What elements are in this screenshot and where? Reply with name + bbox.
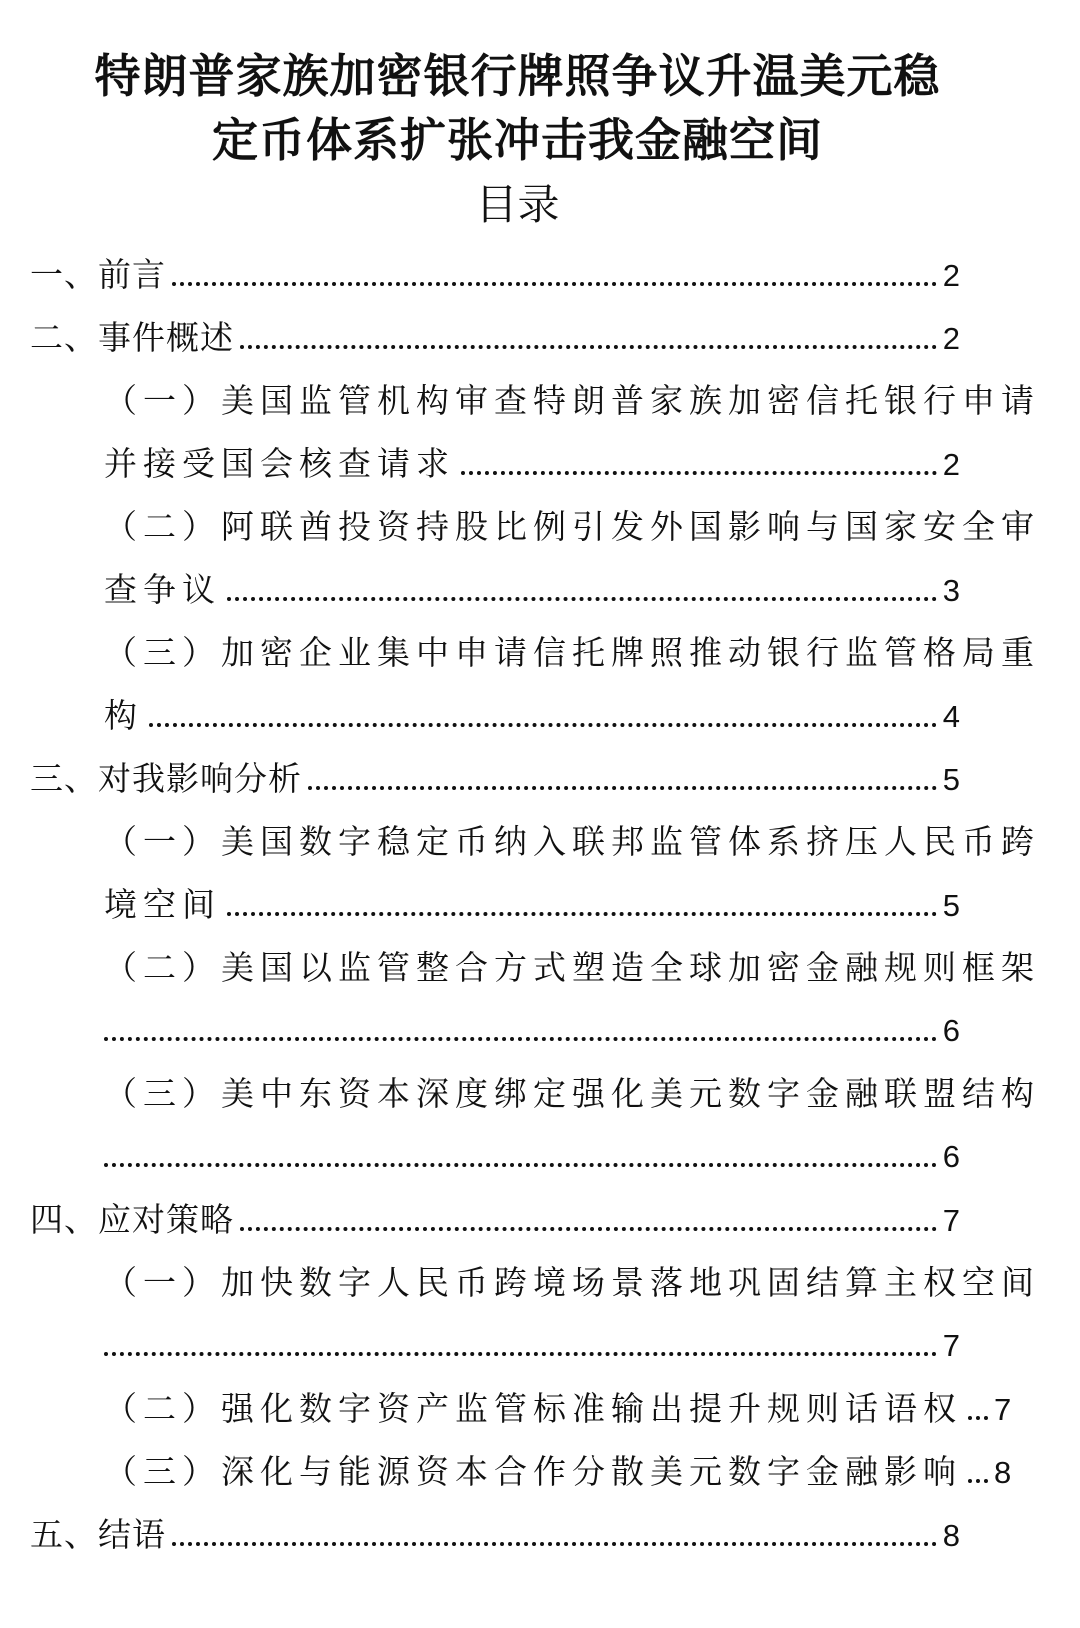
toc-leader-dots (240, 1227, 937, 1231)
toc-entry-text: 并接受国会核查请求 (104, 444, 455, 483)
toc-entry-text: （一）加快数字人民币跨境场景落地巩固结算主权空间 (104, 1263, 1040, 1302)
toc-page-number: 8 (942, 1518, 960, 1553)
toc-entry-3-1-line-1[interactable] (104, 819, 1040, 865)
toc-page-number: 6 (942, 1013, 960, 1048)
toc-leader-dots (104, 1037, 937, 1041)
toc-leader-dots (149, 723, 937, 727)
toc-entry-text: 构 (104, 696, 143, 735)
toc-entry-text: 五、结语 (30, 1515, 166, 1554)
toc-entry-4-2[interactable] (104, 1386, 1012, 1432)
toc-leader-dots (308, 786, 937, 790)
toc-entry-text: 境空间 (104, 885, 221, 924)
toc-entry-2-1-line-1[interactable] (104, 378, 1040, 424)
toc-entry-text: （二）强化数字资产监管标准输出提升规则话语权 (104, 1389, 962, 1428)
toc-leader-dots (968, 1416, 988, 1420)
toc-leader-dots (227, 912, 937, 916)
toc-leader-dots (968, 1479, 988, 1483)
toc-entry-text: 三、对我影响分析 (30, 759, 302, 798)
toc-page-number: 2 (942, 447, 960, 482)
toc-entry-text: （三）深化与能源资本合作分散美元数字金融影响 (104, 1452, 962, 1491)
toc-entry-preface[interactable] (30, 252, 960, 298)
toc-entry-3-2-line-2[interactable] (104, 1008, 960, 1054)
toc-entry-text: （二）美国以监管整合方式塑造全球加密金融规则框架 (104, 948, 1040, 987)
toc-leader-dots (227, 597, 937, 601)
toc-leader-dots (172, 282, 937, 286)
toc-leader-dots (104, 1352, 937, 1356)
toc-leader-dots (461, 471, 937, 475)
toc-leader-dots (240, 345, 937, 349)
toc-entry-3-1-line-2[interactable] (104, 882, 960, 928)
toc-entry-strategy[interactable] (30, 1197, 960, 1243)
toc-page-number: 5 (942, 762, 960, 797)
toc-entry-2-3-line-1[interactable] (104, 630, 1040, 676)
toc-page-number: 2 (942, 258, 960, 293)
toc-heading: 目录 (475, 180, 560, 229)
document-title-line-2: 定币体系扩张冲击我金融空间 (212, 113, 823, 167)
toc-entry-text: 四、应对策略 (30, 1200, 234, 1239)
toc-entry-impact-analysis[interactable] (30, 756, 960, 802)
toc-entry-text: 二、事件概述 (30, 318, 234, 357)
toc-entry-2-2-line-1[interactable] (104, 504, 1040, 550)
toc-entry-4-1-line-1[interactable] (104, 1260, 1040, 1306)
toc-page-number: 6 (942, 1139, 960, 1174)
toc-entry-text: （三）美中东资本深度绑定强化美元数字金融联盟结构 (104, 1074, 1040, 1113)
document-title-line-1: 特朗普家族加密银行牌照争议升温美元稳 (94, 49, 941, 103)
toc-page-number: 7 (942, 1328, 960, 1363)
toc-entry-3-2-line-1[interactable] (104, 945, 1040, 991)
toc-entry-text: （一）美国监管机构审查特朗普家族加密信托银行申请 (104, 381, 1040, 420)
toc-page-number: 5 (942, 888, 960, 923)
toc-entry-text: 查争议 (104, 570, 221, 609)
toc-leader-dots (172, 1542, 937, 1546)
toc-entry-text: （三）加密企业集中申请信托牌照推动银行监管格局重 (104, 633, 1040, 672)
toc-page-number: 4 (942, 699, 960, 734)
toc-entry-3-3-line-2[interactable] (104, 1134, 960, 1180)
toc-entry-event-overview[interactable] (30, 315, 960, 361)
toc-leader-dots (104, 1163, 937, 1167)
toc-page-number: 3 (942, 573, 960, 608)
toc-entry-text: 一、前言 (30, 255, 166, 294)
toc-page-number: 7 (994, 1392, 1012, 1427)
toc-entry-2-3-line-2[interactable] (104, 693, 960, 739)
toc-page-number: 2 (942, 321, 960, 356)
toc-page-number: 7 (942, 1203, 960, 1238)
toc-entry-conclusion[interactable] (30, 1512, 960, 1558)
toc-entry-2-2-line-2[interactable] (104, 567, 960, 613)
toc-entry-4-3[interactable] (104, 1449, 1012, 1495)
toc-entry-4-1-line-2[interactable] (104, 1323, 960, 1369)
toc-entry-text: （二）阿联酋投资持股比例引发外国影响与国家安全审 (104, 507, 1040, 546)
toc-entry-text: （一）美国数字稳定币纳入联邦监管体系挤压人民币跨 (104, 822, 1040, 861)
toc-page-number: 8 (994, 1455, 1012, 1490)
toc-entry-3-3-line-1[interactable] (104, 1071, 1040, 1117)
toc-entry-2-1-line-2[interactable] (104, 441, 960, 487)
